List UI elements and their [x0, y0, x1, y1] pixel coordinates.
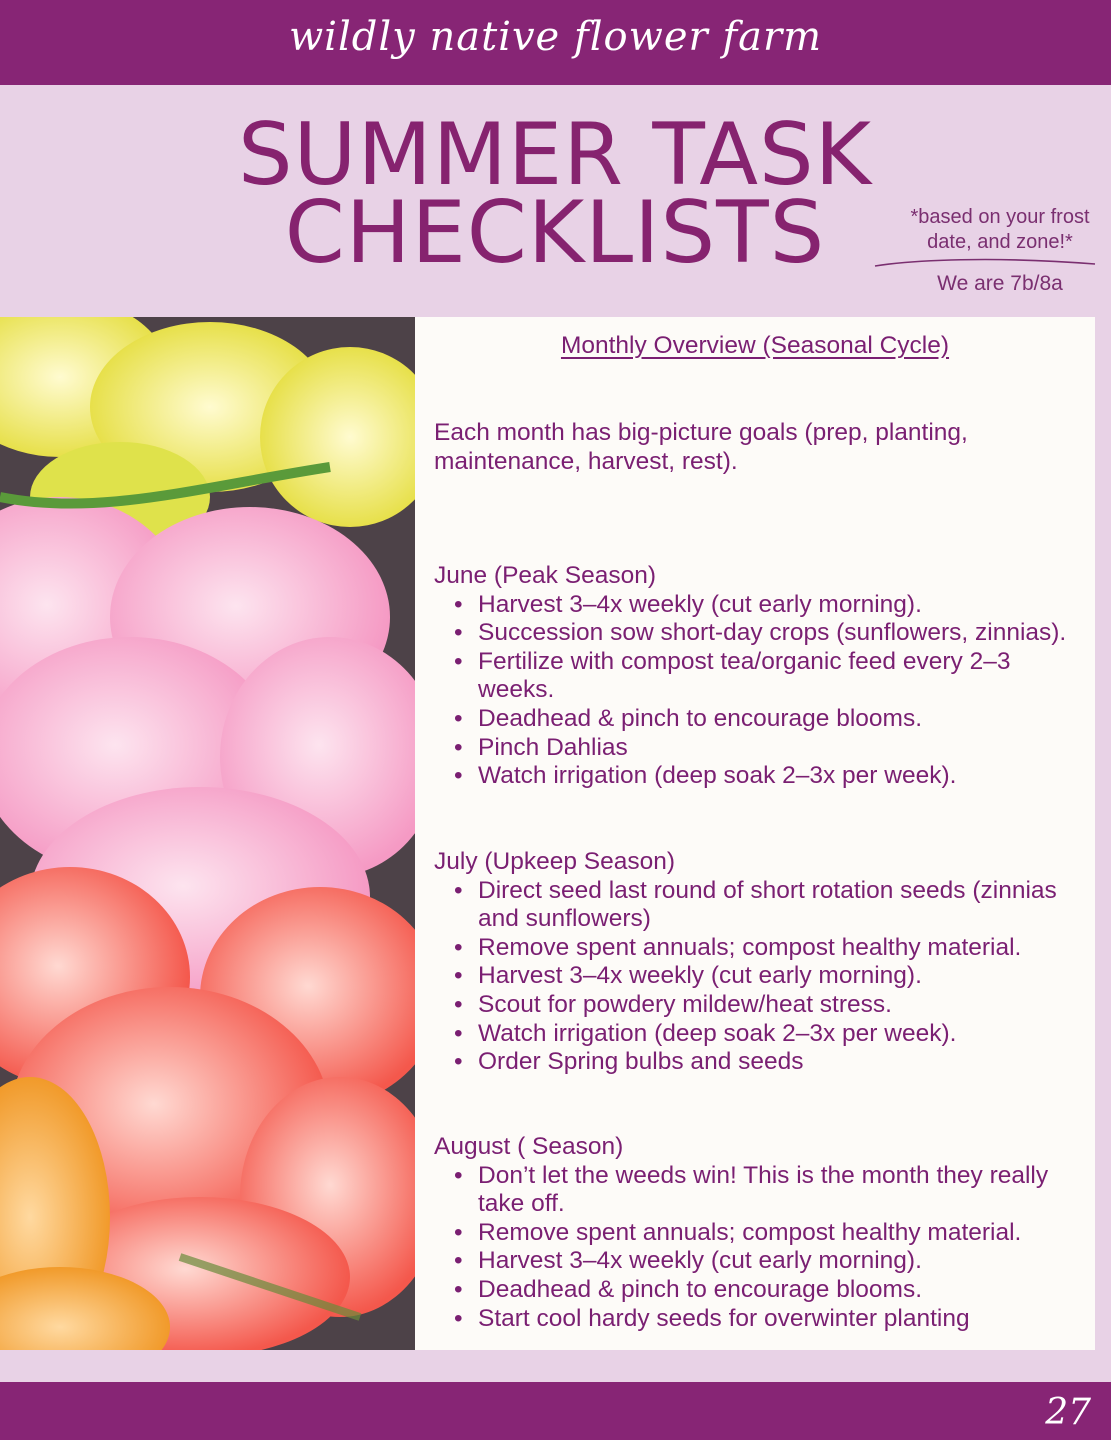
page-title-line-2: CHECKLISTS [284, 183, 826, 283]
task-item: • Watch irrigation (deep soak 2–3x per week). [434, 1020, 1084, 1049]
task-list [434, 591, 1084, 791]
swoosh-divider [873, 258, 1098, 272]
task-item: • Succession sow short-day crops (sunflowers, zinnias). [434, 619, 1084, 648]
task-item: • Pinch Dahlias [434, 734, 1084, 763]
footer-bar [0, 1382, 1111, 1440]
task-item: • Start cool hardy seeds for overwinter planting [434, 1305, 1084, 1334]
month-title: July (Upkeep Season) [434, 848, 676, 875]
page-title-line-1: SUMMER TASK [237, 105, 873, 205]
zone-note: We are 7b/8a [937, 272, 1063, 295]
task-item: • Harvest 3–4x weekly (cut early morning). [434, 962, 1084, 991]
brand-name: wildly native flower farm [288, 14, 823, 60]
side-note [890, 205, 1110, 255]
task-item: • Order Spring bulbs and seeds [434, 1048, 1084, 1077]
task-item: • Fertilize with compost tea/organic feed every 2–3 weeks. [434, 648, 1084, 705]
month-title: August ( Season) [434, 1133, 624, 1160]
task-list [434, 877, 1084, 1077]
task-item: • Watch irrigation (deep soak 2–3x per week). [434, 762, 1084, 791]
task-item: • Harvest 3–4x weekly (cut early morning). [434, 591, 1084, 620]
task-item: • Deadhead & pinch to encourage blooms. [434, 705, 1084, 734]
task-item: • Remove spent annuals; compost healthy material. [434, 934, 1084, 963]
task-item: • Direct seed last round of short rotation seeds (zinnias and sunflowers) [434, 877, 1084, 934]
intro-text: Each month has big-picture goals (prep, planting, maintenance, harvest, rest). [434, 419, 968, 475]
side-note-line-2: date, and zone!* [927, 231, 1073, 253]
flower-photo [0, 317, 415, 1350]
task-item: • Scout for powdery mildew/heat stress. [434, 991, 1084, 1020]
section-heading: Monthly Overview (Seasonal Cycle) [560, 332, 950, 359]
task-item: • Deadhead & pinch to encourage blooms. [434, 1276, 1084, 1305]
month-august [434, 1133, 1084, 1333]
page-number: 27 [1045, 1392, 1091, 1433]
month-title: June (Peak Season) [434, 562, 656, 589]
month-july [434, 848, 1084, 1077]
month-june [434, 562, 1084, 791]
task-item: • Remove spent annuals; compost healthy material. [434, 1219, 1084, 1248]
side-note-line-1: *based on your frost [910, 206, 1090, 228]
task-list [434, 1162, 1084, 1334]
task-item: • Don’t let the weeds win! This is the month they really take off. [434, 1162, 1084, 1219]
task-item: • Harvest 3–4x weekly (cut early morning). [434, 1247, 1084, 1276]
